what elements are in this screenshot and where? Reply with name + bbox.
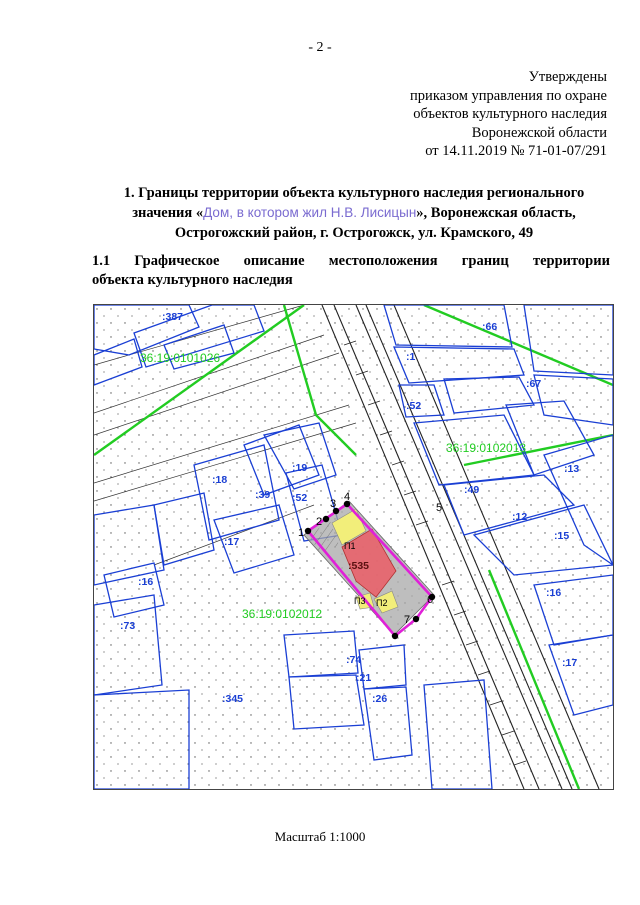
parcel-label: :1: [406, 351, 416, 363]
point-label: 4: [344, 491, 351, 503]
parcel-label: :74: [346, 654, 362, 666]
scale-caption: Масштаб 1:1000: [274, 829, 366, 844]
zone-label: П2: [376, 598, 388, 608]
parcel-label: :39: [255, 489, 271, 501]
approval-line: объектов культурного наследия: [413, 106, 607, 122]
heading-line-2: объекта культурного наследия: [92, 272, 293, 288]
approval-line: приказом управления по охране: [410, 87, 607, 104]
parcel-label: :12: [512, 511, 528, 523]
heading-word: местоположения: [328, 253, 438, 269]
approval-block: [410, 68, 607, 161]
heading-word: описание: [243, 253, 305, 269]
heading-suffix: », Воронежская область, Острогожский район, г. Острогожск, ул. Крамского, 49: [174, 205, 576, 241]
parcel-label: :16: [546, 587, 562, 599]
parcel-label: :535: [348, 560, 370, 572]
parcel-label: :66: [482, 321, 498, 333]
parcel-label: :17: [224, 536, 240, 548]
parcel-label: :15: [554, 530, 570, 542]
parcel-label: :13: [564, 463, 580, 475]
approval-date-number: от 14.11.2019 № 71-01-07/291: [425, 143, 607, 159]
parcel-label: :52: [292, 492, 308, 504]
point-label: 7: [404, 614, 411, 626]
quarter-label: 36:19:0102012: [242, 607, 323, 621]
heading-prefix: 1. Границы территории объекта культурного наследия регионального значения «: [123, 185, 585, 221]
object-name: Дом, в котором жил Н.В. Лисицын: [203, 205, 417, 220]
parcel-label: :67: [526, 378, 542, 390]
point-label: 2: [316, 516, 323, 528]
parcel-label: :49: [464, 484, 480, 496]
heading-word: границ: [461, 253, 509, 269]
section-1-1-heading: [92, 252, 610, 290]
parcel-label: :26: [372, 693, 388, 705]
parcel-label: :345: [222, 693, 244, 705]
heading-word: территории: [532, 253, 610, 269]
page-number: - 2 -: [308, 40, 332, 55]
heading-word: 1.1: [92, 253, 111, 269]
parcel-label: :17: [562, 657, 578, 669]
section-1-heading: [96, 183, 612, 243]
map-svg: [94, 305, 613, 789]
point-label: 5: [436, 502, 443, 514]
quarter-label: 36:19:0102013: [446, 441, 527, 455]
cadastral-map: [93, 304, 614, 790]
point-label: 3: [330, 498, 337, 510]
quarter-label: 36:19:0101026: [140, 351, 221, 365]
parcel-label: :52: [406, 400, 422, 412]
point-label: 6: [427, 594, 434, 606]
parcel-label: :387: [162, 311, 184, 323]
point-label: 1: [298, 527, 305, 539]
approval-line: Воронежской области: [471, 124, 607, 141]
parcel-label: :73: [120, 620, 136, 632]
parcel-label: :18: [212, 474, 228, 486]
parcel-label: :19: [292, 462, 308, 474]
parcel-label: :16: [138, 576, 154, 588]
heading-word: Графическое: [134, 253, 220, 269]
zone-label: П3: [354, 596, 366, 606]
approval-line: Утверждены: [528, 69, 607, 85]
parcel-label: :21: [356, 672, 372, 684]
zone-label: П1: [344, 541, 356, 551]
